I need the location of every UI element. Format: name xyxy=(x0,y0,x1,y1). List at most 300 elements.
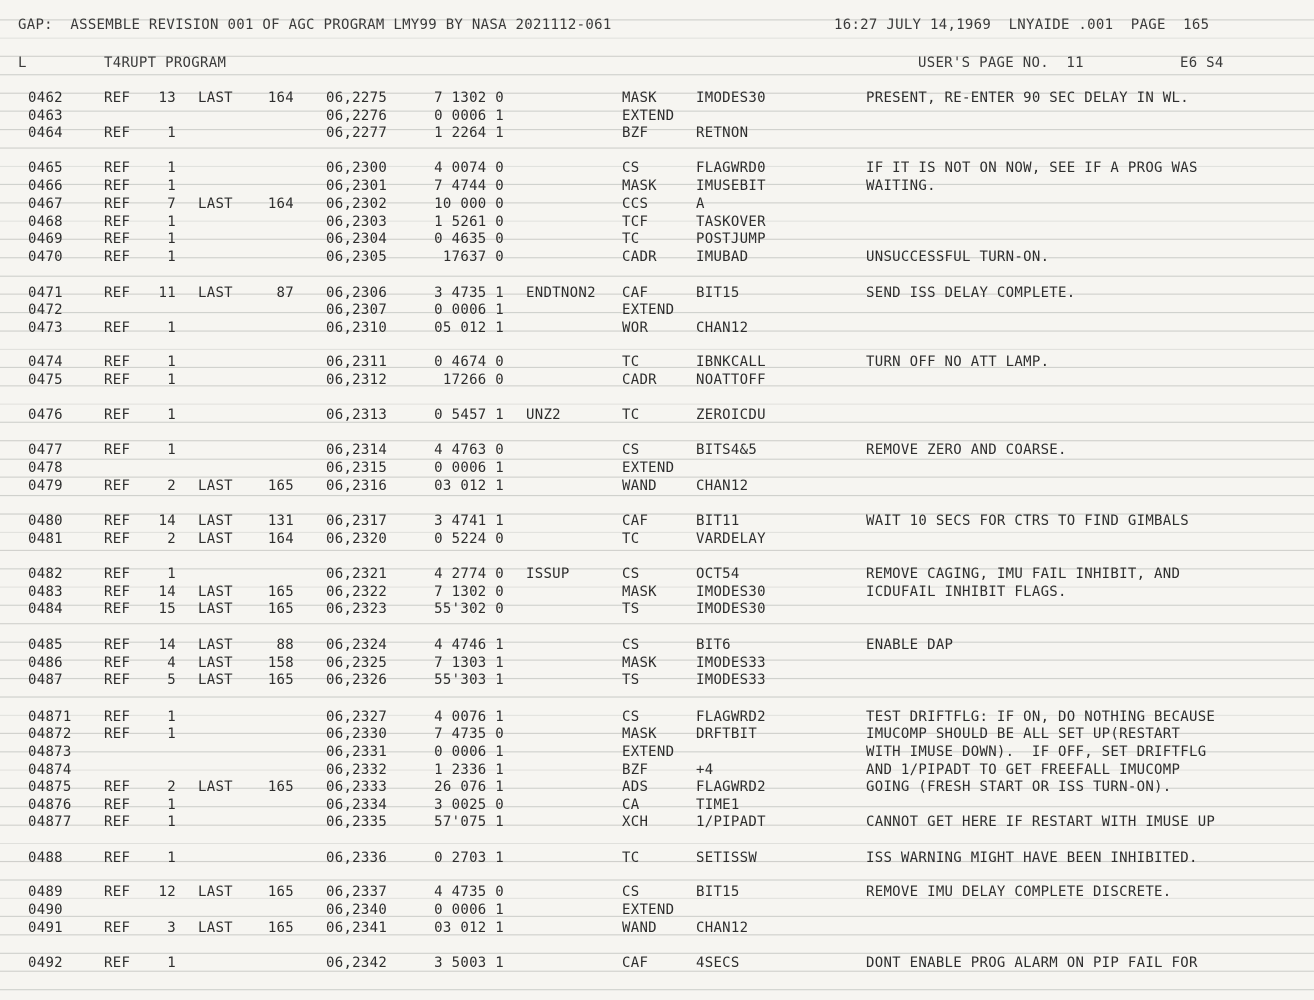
octal-word: 4 0076 1 xyxy=(434,709,504,725)
opcode: TC xyxy=(622,850,640,866)
line-number: 0466 xyxy=(28,178,63,194)
listing-row xyxy=(0,302,1314,318)
opcode: CAF xyxy=(622,955,649,971)
opcode: EXTEND xyxy=(622,302,675,318)
listing-row xyxy=(0,196,1314,212)
comment: TURN OFF NO ATT LAMP. xyxy=(866,354,1050,370)
last-marker: LAST xyxy=(198,672,233,688)
listing-row xyxy=(0,160,1314,176)
line-number: 04874 xyxy=(28,762,72,778)
ref-marker: REF xyxy=(104,90,131,106)
listing-row xyxy=(0,955,1314,971)
ref-marker: REF xyxy=(104,372,131,388)
ref-count: 1 xyxy=(167,160,176,176)
ref-marker: REF xyxy=(104,797,131,813)
memory-address: 06,2324 xyxy=(326,637,388,653)
opcode: CS xyxy=(622,637,640,653)
line-marker: L xyxy=(18,55,27,71)
octal-word: 0 2703 1 xyxy=(434,850,504,866)
memory-address: 06,2331 xyxy=(326,744,388,760)
listing-row xyxy=(0,744,1314,760)
listing-row xyxy=(0,814,1314,830)
operand: ZEROICDU xyxy=(696,407,766,423)
octal-word: 57'075 1 xyxy=(434,814,504,830)
opcode: CS xyxy=(622,442,640,458)
line-number: 0474 xyxy=(28,354,63,370)
operand: FLAGWRD2 xyxy=(696,779,766,795)
opcode: EXTEND xyxy=(622,902,675,918)
ref-marker: REF xyxy=(104,285,131,301)
octal-word: 10 000 0 xyxy=(434,196,504,212)
memory-address: 06,2300 xyxy=(326,160,388,176)
memory-address: 06,2320 xyxy=(326,531,388,547)
opcode: TC xyxy=(622,407,640,423)
ref-count: 1 xyxy=(167,125,176,141)
comment: GOING (FRESH START OR ISS TURN-ON). xyxy=(866,779,1172,795)
ref-marker: REF xyxy=(104,231,131,247)
ref-marker: REF xyxy=(104,531,131,547)
operand: TIME1 xyxy=(696,797,740,813)
ref-marker: REF xyxy=(104,850,131,866)
octal-word: 05 012 1 xyxy=(434,320,504,336)
operand: POSTJUMP xyxy=(696,231,766,247)
comment: CANNOT GET HERE IF RESTART WITH IMUSE UP xyxy=(866,814,1216,830)
ref-count: 11 xyxy=(158,285,176,301)
memory-address: 06,2306 xyxy=(326,285,388,301)
ref-count: 1 xyxy=(167,709,176,725)
listing-row xyxy=(0,407,1314,423)
ref-count: 1 xyxy=(167,797,176,813)
octal-word: 1 2264 1 xyxy=(434,125,504,141)
operand: VARDELAY xyxy=(696,531,766,547)
last-marker: LAST xyxy=(198,478,233,494)
ref-count: 2 xyxy=(167,531,176,547)
operand: BIT6 xyxy=(696,637,731,653)
comment: WITH IMUSE DOWN). IF OFF, SET DRIFTFLG xyxy=(866,744,1207,760)
ref-marker: REF xyxy=(104,125,131,141)
last-page: 158 xyxy=(267,655,294,671)
operand: A xyxy=(696,196,705,212)
comment: AND 1/PIPADT TO GET FREEFALL IMUCOMP xyxy=(866,762,1181,778)
ref-marker: REF xyxy=(104,566,131,582)
opcode: CAF xyxy=(622,513,649,529)
last-marker: LAST xyxy=(198,884,233,900)
opcode: XCH xyxy=(622,814,649,830)
line-number: 0472 xyxy=(28,302,63,318)
ref-marker: REF xyxy=(104,637,131,653)
symbol-label: UNZ2 xyxy=(526,407,561,423)
symbol-label: ISSUP xyxy=(526,566,570,582)
listing-row xyxy=(0,672,1314,688)
assembly-timestamp: 16:27 JULY 14,1969 LNYAIDE .001 PAGE 165 xyxy=(834,17,1210,33)
line-number: 0479 xyxy=(28,478,63,494)
listing-header xyxy=(0,17,1314,33)
memory-address: 06,2330 xyxy=(326,726,388,742)
opcode: ADS xyxy=(622,779,649,795)
opcode: CS xyxy=(622,884,640,900)
line-number: 0475 xyxy=(28,372,63,388)
ref-count: 1 xyxy=(167,955,176,971)
ref-count: 14 xyxy=(158,584,176,600)
ref-marker: REF xyxy=(104,442,131,458)
opcode: CAF xyxy=(622,285,649,301)
opcode: BZF xyxy=(622,762,649,778)
ref-count: 14 xyxy=(158,637,176,653)
operand: BIT15 xyxy=(696,285,740,301)
memory-address: 06,2311 xyxy=(326,354,388,370)
line-number: 0491 xyxy=(28,920,63,936)
octal-word: 7 1302 0 xyxy=(434,584,504,600)
listing-row xyxy=(0,513,1314,529)
operand: IMUSEBIT xyxy=(696,178,766,194)
opcode: BZF xyxy=(622,125,649,141)
opcode: TC xyxy=(622,354,640,370)
ref-marker: REF xyxy=(104,955,131,971)
opcode: MASK xyxy=(622,90,657,106)
memory-address: 06,2302 xyxy=(326,196,388,212)
last-page: 87 xyxy=(276,285,294,301)
line-number: 0482 xyxy=(28,566,63,582)
operand: RETNON xyxy=(696,125,749,141)
memory-address: 06,2317 xyxy=(326,513,388,529)
last-marker: LAST xyxy=(198,584,233,600)
comment: WAITING. xyxy=(866,178,936,194)
last-page: 165 xyxy=(267,779,294,795)
memory-address: 06,2334 xyxy=(326,797,388,813)
line-number: 0489 xyxy=(28,884,63,900)
listing-row xyxy=(0,320,1314,336)
memory-address: 06,2314 xyxy=(326,442,388,458)
ref-count: 1 xyxy=(167,726,176,742)
octal-word: 0 5457 1 xyxy=(434,407,504,423)
opcode: CA xyxy=(622,797,640,813)
listing-row xyxy=(0,726,1314,742)
memory-address: 06,2323 xyxy=(326,601,388,617)
ref-count: 1 xyxy=(167,178,176,194)
last-marker: LAST xyxy=(198,513,233,529)
line-number: 04875 xyxy=(28,779,72,795)
ref-count: 1 xyxy=(167,407,176,423)
octal-word: 7 4735 0 xyxy=(434,726,504,742)
line-number: 0481 xyxy=(28,531,63,547)
last-page: 165 xyxy=(267,920,294,936)
memory-address: 06,2335 xyxy=(326,814,388,830)
memory-address: 06,2327 xyxy=(326,709,388,725)
opcode: MASK xyxy=(622,584,657,600)
ref-marker: REF xyxy=(104,584,131,600)
octal-word: 0 4635 0 xyxy=(434,231,504,247)
line-number: 0487 xyxy=(28,672,63,688)
ref-marker: REF xyxy=(104,920,131,936)
ref-marker: REF xyxy=(104,672,131,688)
listing-row xyxy=(0,566,1314,582)
line-number: 0463 xyxy=(28,108,63,124)
line-number: 0468 xyxy=(28,214,63,230)
ref-marker: REF xyxy=(104,354,131,370)
user-page-number: USER'S PAGE NO. 11 xyxy=(918,55,1084,71)
memory-address: 06,2305 xyxy=(326,249,388,265)
listing-row xyxy=(0,655,1314,671)
memory-address: 06,2275 xyxy=(326,90,388,106)
octal-word: 0 0006 1 xyxy=(434,302,504,318)
operand: IMODES30 xyxy=(696,584,766,600)
listing-row xyxy=(0,797,1314,813)
memory-address: 06,2322 xyxy=(326,584,388,600)
operand: DRFTBIT xyxy=(696,726,758,742)
ref-count: 1 xyxy=(167,814,176,830)
opcode: TC xyxy=(622,231,640,247)
opcode: CADR xyxy=(622,249,657,265)
ref-count: 13 xyxy=(158,90,176,106)
ref-marker: REF xyxy=(104,196,131,212)
listing-row xyxy=(0,637,1314,653)
line-number: 0477 xyxy=(28,442,63,458)
comment: REMOVE ZERO AND COARSE. xyxy=(866,442,1067,458)
listing-row xyxy=(0,108,1314,124)
octal-word: 0 5224 0 xyxy=(434,531,504,547)
last-marker: LAST xyxy=(198,920,233,936)
opcode: CADR xyxy=(622,372,657,388)
opcode: MASK xyxy=(622,178,657,194)
ref-marker: REF xyxy=(104,214,131,230)
line-number: 0486 xyxy=(28,655,63,671)
ref-count: 12 xyxy=(158,884,176,900)
last-marker: LAST xyxy=(198,601,233,617)
operand: IBNKCALL xyxy=(696,354,766,370)
operand: IMODES30 xyxy=(696,90,766,106)
memory-address: 06,2307 xyxy=(326,302,388,318)
comment: PRESENT, RE-ENTER 90 SEC DELAY IN WL. xyxy=(866,90,1189,106)
ref-marker: REF xyxy=(104,160,131,176)
opcode: CS xyxy=(622,566,640,582)
operand: +4 xyxy=(696,762,714,778)
octal-word: 3 4741 1 xyxy=(434,513,504,529)
last-page: 164 xyxy=(267,90,294,106)
listing-row xyxy=(0,902,1314,918)
opcode: WAND xyxy=(622,478,657,494)
operand: SETISSW xyxy=(696,850,758,866)
ref-count: 15 xyxy=(158,601,176,617)
octal-word: 0 0006 1 xyxy=(434,902,504,918)
last-page: 88 xyxy=(276,637,294,653)
symbol-label: ENDTNON2 xyxy=(526,285,596,301)
comment: WAIT 10 SECS FOR CTRS TO FIND GIMBALS xyxy=(866,513,1189,529)
line-number: 04871 xyxy=(28,709,72,725)
memory-address: 06,2332 xyxy=(326,762,388,778)
last-page: 165 xyxy=(267,601,294,617)
last-page: 165 xyxy=(267,672,294,688)
octal-word: 17266 0 xyxy=(442,372,504,388)
ref-count: 7 xyxy=(167,196,176,212)
opcode: CCS xyxy=(622,196,649,212)
octal-word: 3 4735 1 xyxy=(434,285,504,301)
ref-count: 1 xyxy=(167,566,176,582)
memory-address: 06,2276 xyxy=(326,108,388,124)
octal-word: 0 4674 0 xyxy=(434,354,504,370)
memory-address: 06,2301 xyxy=(326,178,388,194)
octal-word: 3 0025 0 xyxy=(434,797,504,813)
operand: TASKOVER xyxy=(696,214,766,230)
line-number: 0492 xyxy=(28,955,63,971)
ref-count: 14 xyxy=(158,513,176,529)
line-number: 0484 xyxy=(28,601,63,617)
octal-word: 7 1303 1 xyxy=(434,655,504,671)
operand: IMODES33 xyxy=(696,655,766,671)
listing-row xyxy=(0,920,1314,936)
listing-row xyxy=(0,584,1314,600)
last-marker: LAST xyxy=(198,90,233,106)
memory-address: 06,2333 xyxy=(326,779,388,795)
last-page: 131 xyxy=(267,513,294,529)
opcode: EXTEND xyxy=(622,108,675,124)
last-marker: LAST xyxy=(198,779,233,795)
octal-word: 1 2336 1 xyxy=(434,762,504,778)
line-number: 0473 xyxy=(28,320,63,336)
comment: REMOVE IMU DELAY COMPLETE DISCRETE. xyxy=(866,884,1172,900)
ref-marker: REF xyxy=(104,601,131,617)
memory-address: 06,2342 xyxy=(326,955,388,971)
listing-row xyxy=(0,762,1314,778)
operand: IMODES30 xyxy=(696,601,766,617)
line-number: 0465 xyxy=(28,160,63,176)
octal-word: 4 4746 1 xyxy=(434,637,504,653)
memory-address: 06,2312 xyxy=(326,372,388,388)
line-number: 0485 xyxy=(28,637,63,653)
listing-row xyxy=(0,354,1314,370)
last-page: 165 xyxy=(267,584,294,600)
octal-word: 55'303 1 xyxy=(434,672,504,688)
comment: SEND ISS DELAY COMPLETE. xyxy=(866,285,1076,301)
operand: CHAN12 xyxy=(696,920,749,936)
opcode: WAND xyxy=(622,920,657,936)
ref-count: 1 xyxy=(167,320,176,336)
listing-row xyxy=(0,214,1314,230)
opcode: MASK xyxy=(622,655,657,671)
line-number: 04876 xyxy=(28,797,72,813)
listing-row xyxy=(0,125,1314,141)
operand: IMUBAD xyxy=(696,249,749,265)
listing-row xyxy=(0,285,1314,301)
octal-word: 7 1302 0 xyxy=(434,90,504,106)
page-code: E6 S4 xyxy=(1180,55,1224,71)
last-marker: LAST xyxy=(198,637,233,653)
listing-row xyxy=(0,531,1314,547)
listing-row xyxy=(0,709,1314,725)
opcode: WOR xyxy=(622,320,649,336)
octal-word: 03 012 1 xyxy=(434,478,504,494)
memory-address: 06,2310 xyxy=(326,320,388,336)
memory-address: 06,2313 xyxy=(326,407,388,423)
operand: BIT11 xyxy=(696,513,740,529)
ref-count: 1 xyxy=(167,850,176,866)
operand: 1/PIPADT xyxy=(696,814,766,830)
comment: REMOVE CAGING, IMU FAIL INHIBIT, AND xyxy=(866,566,1181,582)
listing-row xyxy=(0,884,1314,900)
opcode: EXTEND xyxy=(622,460,675,476)
program-header xyxy=(0,55,1314,71)
last-page: 164 xyxy=(267,531,294,547)
program-title: T4RUPT PROGRAM xyxy=(104,55,227,71)
operand: 4SECS xyxy=(696,955,740,971)
ref-marker: REF xyxy=(104,407,131,423)
listing-row xyxy=(0,478,1314,494)
line-number: 04877 xyxy=(28,814,72,830)
line-number: 0488 xyxy=(28,850,63,866)
opcode: MASK xyxy=(622,726,657,742)
opcode: CS xyxy=(622,160,640,176)
comment: TEST DRIFTFLG: IF ON, DO NOTHING BECAUSE xyxy=(866,709,1216,725)
listing-row xyxy=(0,850,1314,866)
operand: CHAN12 xyxy=(696,320,749,336)
listing-row xyxy=(0,249,1314,265)
line-number: 0478 xyxy=(28,460,63,476)
comment: ENABLE DAP xyxy=(866,637,954,653)
operand: BIT15 xyxy=(696,884,740,900)
comment: IMUCOMP SHOULD BE ALL SET UP(RESTART xyxy=(866,726,1181,742)
last-marker: LAST xyxy=(198,655,233,671)
line-number: 0464 xyxy=(28,125,63,141)
opcode: EXTEND xyxy=(622,744,675,760)
listing-row xyxy=(0,601,1314,617)
listing-row xyxy=(0,372,1314,388)
memory-address: 06,2304 xyxy=(326,231,388,247)
line-number: 0490 xyxy=(28,902,63,918)
ref-marker: REF xyxy=(104,814,131,830)
octal-word: 26 076 1 xyxy=(434,779,504,795)
memory-address: 06,2303 xyxy=(326,214,388,230)
ref-count: 1 xyxy=(167,231,176,247)
listing-row xyxy=(0,779,1314,795)
ref-count: 2 xyxy=(167,478,176,494)
opcode: TC xyxy=(622,531,640,547)
octal-word: 03 012 1 xyxy=(434,920,504,936)
operand: CHAN12 xyxy=(696,478,749,494)
memory-address: 06,2341 xyxy=(326,920,388,936)
line-number: 04873 xyxy=(28,744,72,760)
line-number: 0471 xyxy=(28,285,63,301)
operand: FLAGWRD2 xyxy=(696,709,766,725)
ref-marker: REF xyxy=(104,655,131,671)
ref-count: 1 xyxy=(167,249,176,265)
memory-address: 06,2316 xyxy=(326,478,388,494)
memory-address: 06,2315 xyxy=(326,460,388,476)
octal-word: 4 4735 0 xyxy=(434,884,504,900)
memory-address: 06,2337 xyxy=(326,884,388,900)
ref-marker: REF xyxy=(104,249,131,265)
comment: ICDUFAIL INHIBIT FLAGS. xyxy=(866,584,1067,600)
last-page: 164 xyxy=(267,196,294,212)
line-number: 0467 xyxy=(28,196,63,212)
opcode: CS xyxy=(622,709,640,725)
listing-row xyxy=(0,178,1314,194)
line-number: 0470 xyxy=(28,249,63,265)
last-marker: LAST xyxy=(198,196,233,212)
octal-word: 17637 0 xyxy=(442,249,504,265)
ref-marker: REF xyxy=(104,513,131,529)
operand: OCT54 xyxy=(696,566,740,582)
opcode: TS xyxy=(622,672,640,688)
ref-marker: REF xyxy=(104,709,131,725)
ref-marker: REF xyxy=(104,726,131,742)
ref-marker: REF xyxy=(104,884,131,900)
memory-address: 06,2336 xyxy=(326,850,388,866)
comment: ISS WARNING MIGHT HAVE BEEN INHIBITED. xyxy=(866,850,1198,866)
last-page: 165 xyxy=(267,884,294,900)
line-number: 0462 xyxy=(28,90,63,106)
line-number: 0483 xyxy=(28,584,63,600)
octal-word: 0 0006 1 xyxy=(434,460,504,476)
octal-word: 55'302 0 xyxy=(434,601,504,617)
